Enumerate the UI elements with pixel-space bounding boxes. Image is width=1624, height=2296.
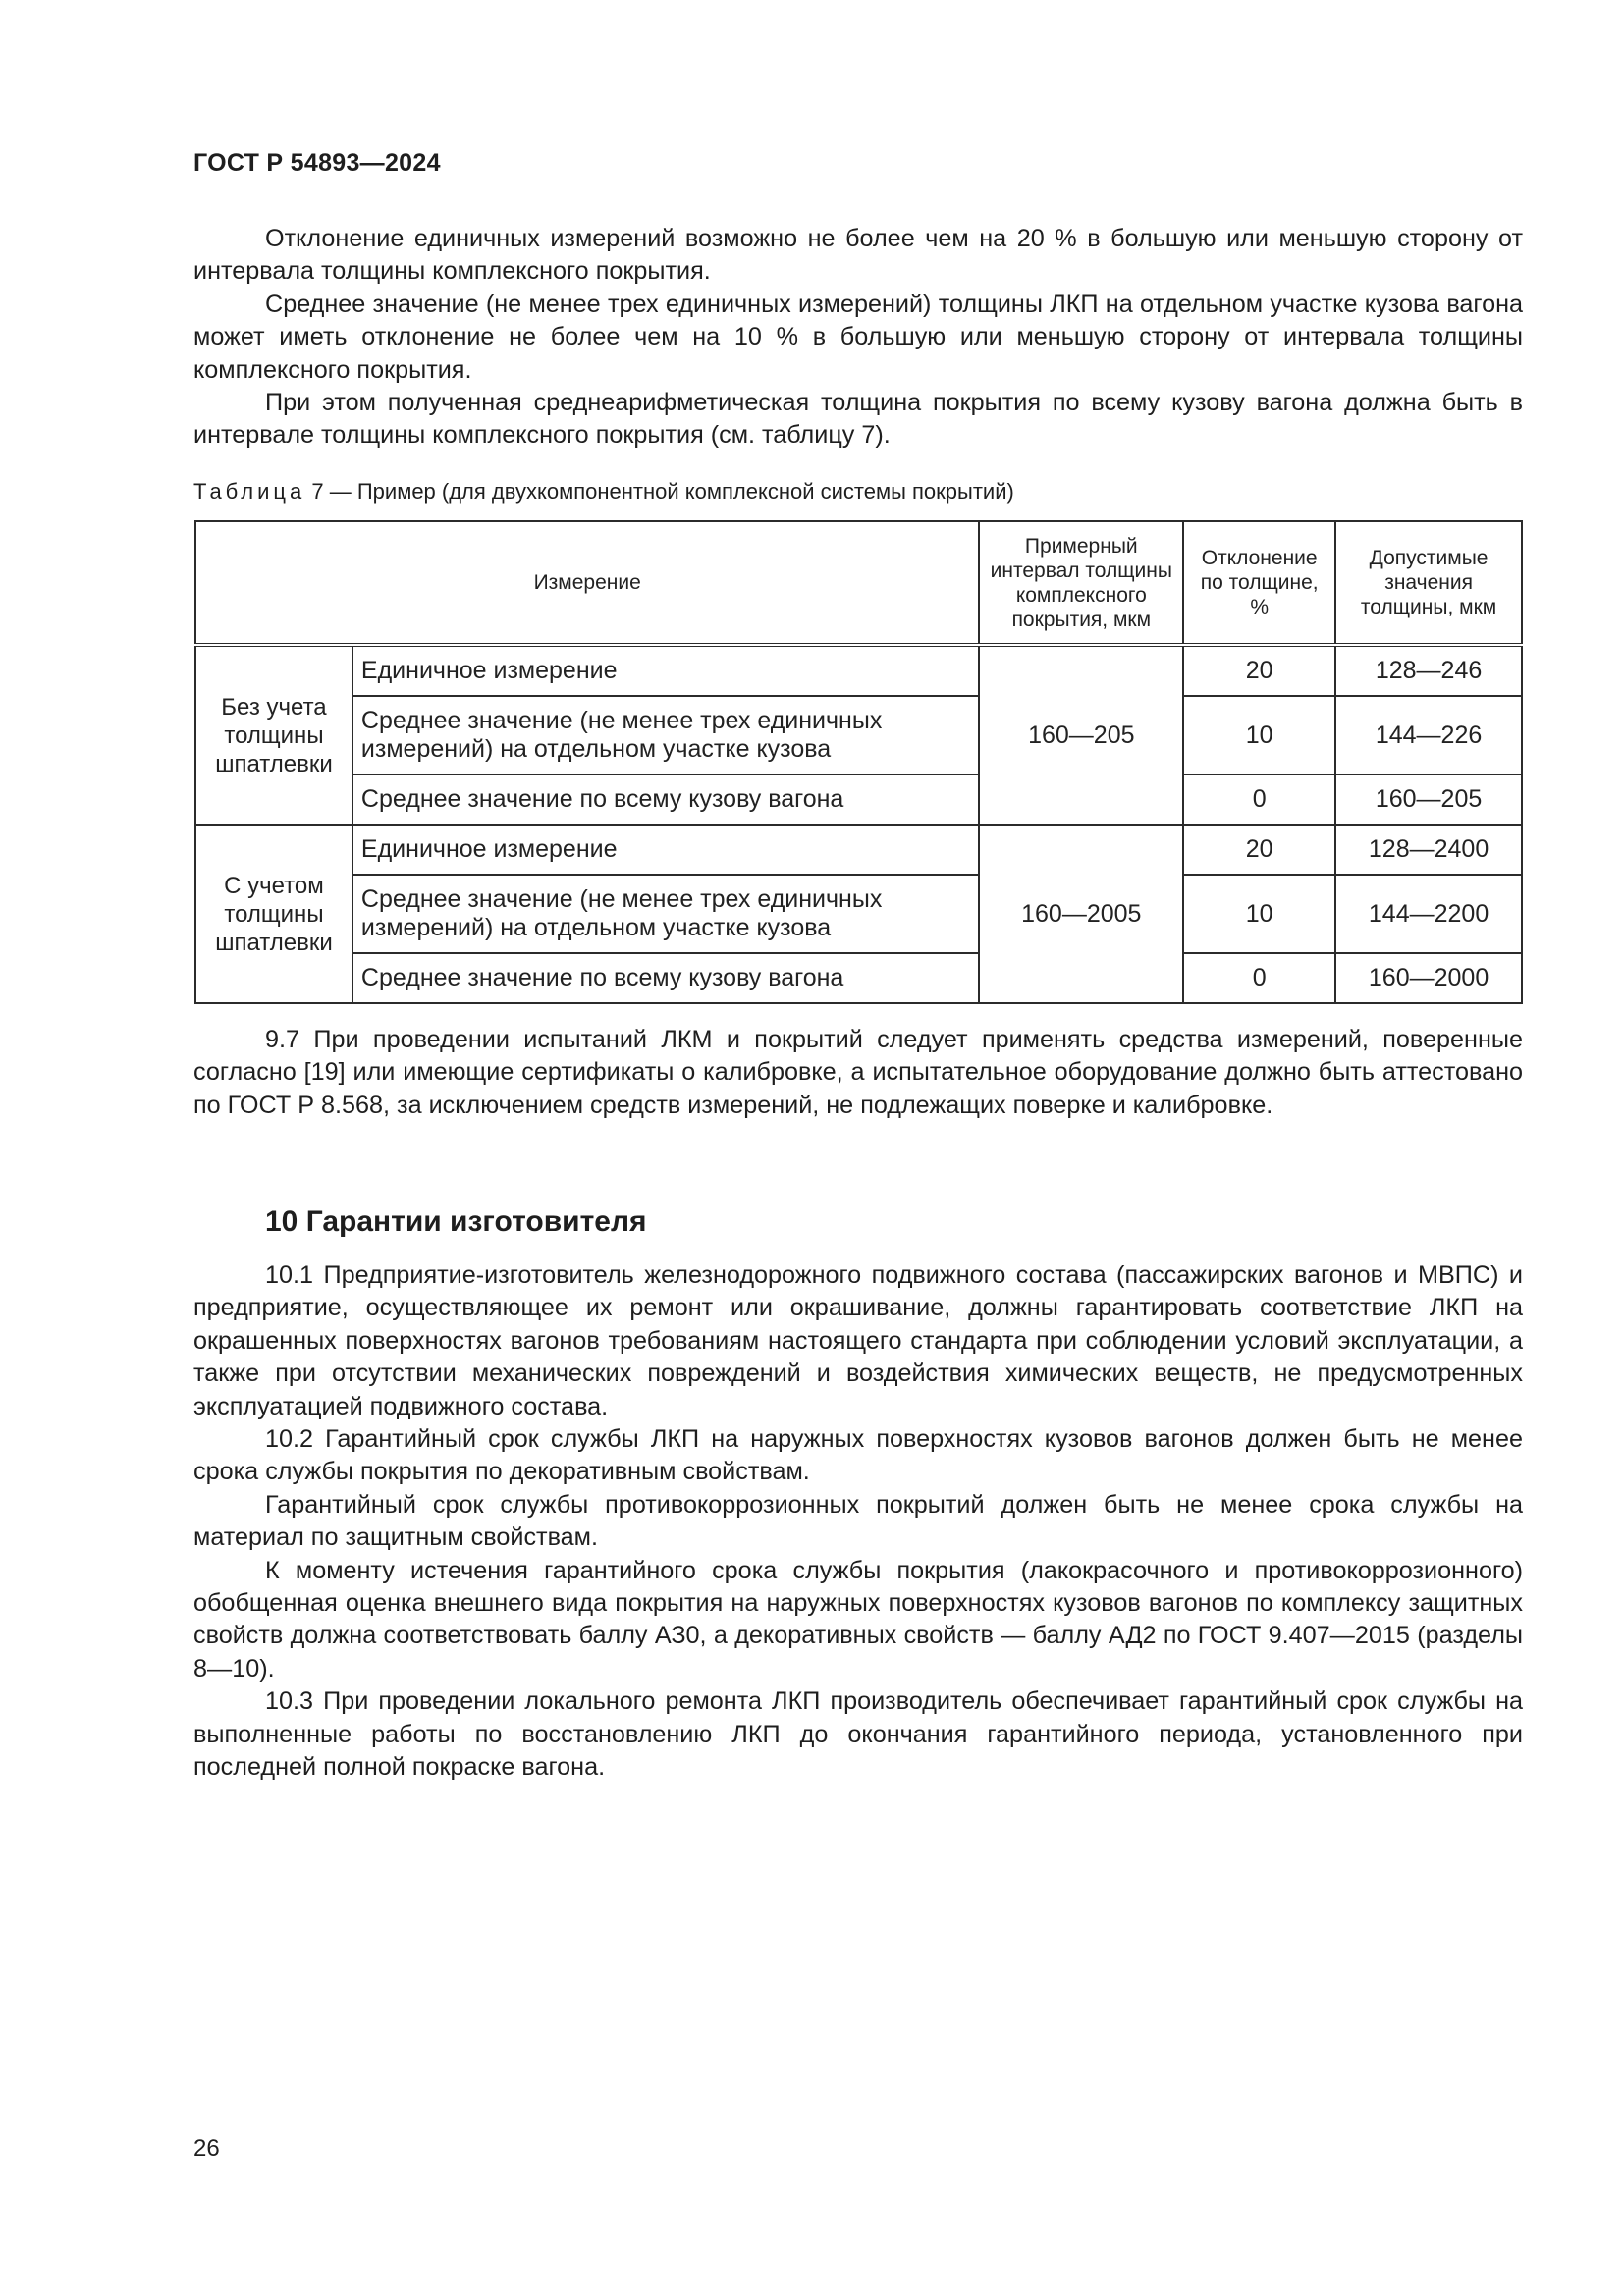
header-deviation: Отклонение по толщине, % [1183,521,1335,645]
thickness-table [194,520,1523,1004]
allowed-cell: 160—2000 [1335,953,1522,1003]
table-header-row [195,521,1522,645]
paragraph: Среднее значение (не менее трех единичных измерений) толщины ЛКП на отдельном участке кузова вагона может иметь отклонение не более чем на 10 % в большую или меньшую сторону от интервала толщины комплексного покрытия. [193,290,1523,384]
table-row [195,696,1522,774]
measure-cell: Единичное измерение [352,645,979,696]
table-row [195,875,1522,953]
paragraph: 9.7 При проведении испытаний ЛКМ и покрытий следует применять средства измерений, поверенные согласно [19] или имеющие сертификаты о калибровке, а испытательное оборудование должно быть аттестовано по ГОСТ Р 8.568, за исключением средств измерений, не подлежащих поверке и калибровке. [193,1026,1523,1119]
deviation-cell: 0 [1183,953,1335,1003]
allowed-cell: 144—226 [1335,696,1522,774]
document-header: ГОСТ Р 54893—2024 [193,149,441,177]
measure-cell: Среднее значение (не менее трех единичных измерений) на отдельном участке кузова [352,875,979,953]
interval-cell: 160—205 [979,645,1183,825]
deviation-cell: 0 [1183,774,1335,825]
deviation-cell: 10 [1183,875,1335,953]
measure-cell: Среднее значение по всему кузову вагона [352,953,979,1003]
measure-cell: Среднее значение (не менее трех единичных измерений) на отдельном участке кузова [352,696,979,774]
allowed-cell: 160—205 [1335,774,1522,825]
page-number: 26 [193,2135,220,2162]
clause-9-7 [193,1024,1523,1122]
header-interval: Примерный интервал толщины комплексного покрытия, мкм [979,521,1183,645]
paragraph: Отклонение единичных измерений возможно не более чем на 20 % в большую или меньшую сторону от интервала толщины комплексного покрытия. [193,225,1523,286]
header-measurement: Измерение [195,521,979,645]
table-row [195,645,1522,696]
paragraph: К моменту истечения гарантийного срока службы покрытия (лакокрасочного и противокоррозионного) обобщенная оценка внешнего вида покрытия на наружных поверхностях кузовов вагонов по комплексу защитных свойств должна соответствовать баллу АЗ0, а декоративных свойств — баллу АД2 по ГОСТ 9.407—2015 (разделы 8—10). [193,1556,1523,1682]
interval-cell: 160—2005 [979,825,1183,1003]
section-heading: 10 Гарантии изготовителя [265,1205,647,1238]
table-row [195,774,1522,825]
allowed-cell: 128—2400 [1335,825,1522,875]
header-allowed: Допустимые значения толщины, мкм [1335,521,1522,645]
group-label: Без учета толщины шпатлевки [195,645,352,825]
section-10-text [193,1259,1523,1785]
paragraph: 10.3 При проведении локального ремонта ЛКП производитель обеспечивает гарантийный срок службы на выполненные работы по восстановлению ЛКП до окончания гарантийного периода, установленного при последней полной покраске вагона. [193,1687,1523,1782]
measure-cell: Единичное измерение [352,825,979,875]
paragraph: 10.2 Гарантийный срок службы ЛКП на наружных поверхностях кузовов вагонов должен быть не менее срока службы покрытия по декоративным свойствам. [193,1425,1523,1486]
paragraph: Гарантийный срок службы противокоррозионных покрытий должен быть не менее срока службы на материал по защитным свойствам. [193,1490,1523,1552]
intro-text [193,223,1523,453]
deviation-cell: 10 [1183,696,1335,774]
allowed-cell: 144—2200 [1335,875,1522,953]
deviation-cell: 20 [1183,645,1335,696]
paragraph: При этом полученная среднеарифметическая толщина покрытия по всему кузову вагона должна быть в интервале толщины комплексного покрытия (см. таблицу 7). [193,389,1523,450]
measure-cell: Среднее значение по всему кузову вагона [352,774,979,825]
paragraph: 10.1 Предприятие-изготовитель железнодорожного подвижного состава (пассажирских вагонов и МВПС) и предприятие, осуществляющее их ремонт или окрашивание, должны гарантировать соответствие ЛКП на окрашенных поверхностях вагонов требованиям настоящего стандарта при соблюдении условий эксплуатации, а также при отсутствии механических повреждений и воздействия химических веществ, не предусмотренных эксплуатацией подвижного состава. [193,1261,1523,1420]
group-label: С учетом толщины шпатлевки [195,825,352,1003]
table-row [195,825,1522,875]
table-caption-text: 7 — Пример (для двухкомпонентной комплексной системы покрытий) [311,479,1014,504]
table-caption-label: Таблица [193,479,306,504]
deviation-cell: 20 [1183,825,1335,875]
table-caption [193,479,1014,505]
allowed-cell: 128—246 [1335,645,1522,696]
table-row [195,953,1522,1003]
